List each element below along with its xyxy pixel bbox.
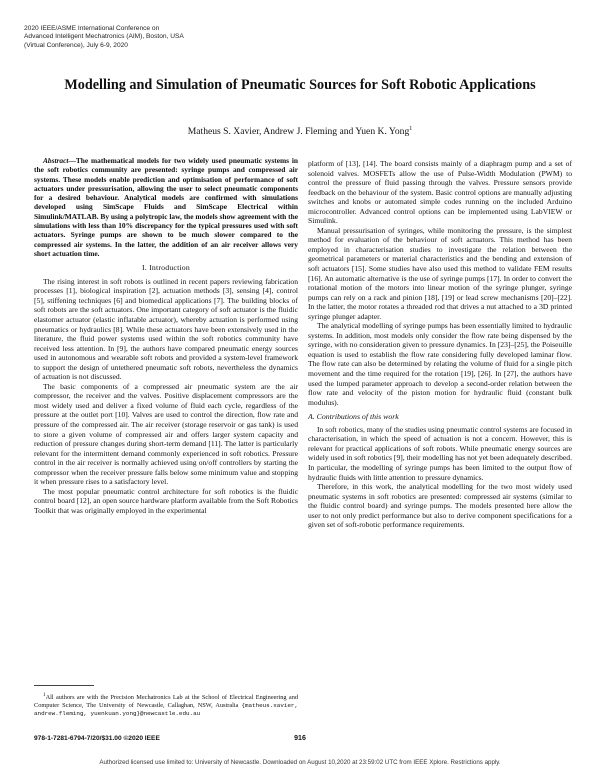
- author-names: Matheus S. Xavier, Andrew J. Fleming and Yuen K. Yong: [187, 126, 410, 138]
- conference-line-2: Advanced Intelligent Mechatronics (AIM), Boston, USA: [24, 33, 184, 41]
- section-heading-introduction: I. Introduction: [141, 263, 191, 273]
- footnote-rule: [34, 685, 94, 686]
- contributions-paragraph-1: In soft robotics, many of the studies using pneumatic control systems are focused in characterisation, in which the speed of actuation is not a concern. However, this is relevant for practical applications of soft robots. While pneumatic energy sources are widely used in soft robotics [9], their modelling has not yet been adequately described. In particular, the modelling of syringe pumps has been limited to the output flow of hydraulic fluids with little attention to pressure dynamics.: [308, 424, 572, 482]
- paper-title: Modelling and Simulation of Pneumatic Sources for Soft Robotic Applications: [64, 77, 536, 93]
- footnote-emails: {matheus.xavier, andrew.fleming, yuenkuan.yong}@newcastle.edu.au: [34, 701, 298, 717]
- abstract-dash: —: [68, 156, 76, 165]
- subsection-heading-contributions: A. Contributions of this work: [308, 412, 399, 422]
- license-notice: Authorized licensed use limited to: University of Newcastle. Downloaded on August 10,2020 at 23:59:02 UTC from IEEE Xplore. Restrictions apply.: [99, 759, 501, 766]
- intro-paragraph-3: The most popular pneumatic control architecture for soft robotics is the fluidic control board [12], an open source hardware platform available from the Soft Robotics Toolkit that was originally employed in the experimental: [34, 486, 298, 515]
- left-column: [34, 156, 298, 515]
- intro-paragraph-4: Manual pressurisation of syringes, while monitoring the pressure, is the simplest method for evaluation of the behaviour of soft actuators. This method has been employed in characterisation studies to investigate the relation between the geometrical parameters or material characteristics and the bending and extension of soft actuators [15]. Some studies have also used this method to validate FEM results [16]. An automatic alternative is the use of syringe pumps [17]. In order to convert the rotational motion of the motors into linear motion of the syringe plunger, syringe pumps can rely on a rack and pinion [18], [19] or lead screw mechanisms [20]–[22]. In the latter, the motor rotates a threaded rod that drives a nut attached to a 3D printed syringe plunger adapter.: [308, 225, 572, 321]
- abstract: [34, 156, 298, 258]
- page-number: 916: [294, 735, 306, 742]
- right-column: [308, 159, 572, 530]
- intro-paragraph-3-continued: platform of [13], [14]. The board consists mainly of a diaphragm pump and a set of solenoid valves. MOSFETs allow the use of Pulse-Width Modulation (PWM) to control the pressure of fluid passing through the valves. Pressure sensors provide feedback on the behaviour of the system. Basic control options are manually adjusting switches and knobs or automated simple codes running on the included Arduino microcontroller. Advanced control options can be implemented using LabVIEW or Simulink.: [308, 159, 572, 226]
- intro-paragraph-2: The basic components of a compressed air pneumatic system are the air compressor, the receiver and the valves. Positive displacement compressors are the most widely used and deliver a fixed volume of fluid each cycle, regardless of the pressure at the outlet port [10]. Valves are used to control the direction, flow rate and pressure of the compressed air. The air receiver (storage reservoir or gas tank) is used to store a given volume of compressed air and offers larger system capacity and reduction of pressure changes during short-term demand [11]. The latter is particularly relevant for the intermittent demand commonly experienced in soft robotics. Pressure control in the air receiver is normally achieved using on/off controllers by starting the compressor when the receiver pressure falls below some minimum value and stopping it when pressure rises to a satisfactory level.: [34, 381, 298, 487]
- intro-paragraph-1: The rising interest in soft robots is outlined in recent papers reviewing fabrication processes [1], biological inspiration [2], actuation methods [3], sensing [4], control [5], stiffening techniques [6] and biomedical applications [7]. The building blocks of soft robots are the soft actuators. One important category of soft actuator is the fluidic elastomer actuator (elastic inflatable actuator), whereby actuation is performed using pneumatics or hydraulics [8]. While these actuators have been extensively used in the literature, the fluid power systems used within the soft robotics community have received less attention. In [9], the authors have compared pneumatic energy sources used in autonomous and wearable soft robots and provided a system-level framework to support the design of untethered pneumatic soft robots, nevertheless the dynamics of actuation is not discussed.: [34, 276, 298, 382]
- abstract-label: Abstract: [43, 156, 69, 165]
- author-affiliation-footnote: [34, 692, 298, 717]
- abstract-text: The mathematical models for two widely used pneumatic systems in the soft robotics community are presented: syringe pumps and compressed air systems. These models enable prediction and optimisation of performance of soft actuators under pressurisation, allowing the user to select pneumatic components for a desired behaviour. Analytical models are confirmed with simulations developed using SimScape Fluids and SimScape Electrical within Simulink/MATLAB. By using a polytropic law, the models show agreement with the simulations with less than 10% discrepancy for the typical pressures used with soft actuators. Syringe pumps are shown to be much slower compared to the compressed air systems. In the latter, the addition of an air receiver allows very short actuation time.: [34, 156, 298, 258]
- footnote-mark: 1: [43, 692, 46, 698]
- author-list: [60, 126, 540, 137]
- isbn-copyright: 978-1-7281-6794-7/20/$31.00 ©2020 IEEE: [34, 735, 160, 742]
- conference-header: [24, 25, 324, 50]
- conference-line-3: (Virtual Conference), July 6-9, 2020: [24, 41, 128, 49]
- intro-paragraph-5: The analytical modelling of syringe pumps has been essentially limited to hydraulic systems. In addition, most models only consider the flow rate being dispensed by the syringe, with no consideration given to pressure dynamics. In [23]–[25], the Poiseuille equation is used to establish the flow rate considering fully developed laminar flow. The flow rate can also be determined by relating the volume of fluid for a single pitch movement and the time required for the rotation [19], [26]. In [27], the authors have used the lumped parameter approach to develop a second-order relation between the flow rate and velocity of the piston motion for hydraulic fluid (constant bulk modulus).: [308, 321, 572, 407]
- footnote-text: All authors are with the Precision Mechatronics Lab at the School of Electrical Engineering and Computer Science, The University of Newcastle, Callaghan, NSW, Australia: [34, 694, 298, 709]
- contributions-paragraph-2: Therefore, in this work, the analytical modelling for the two most widely used pneumatic systems in soft robotics are presented: compressed air systems (similar to the fluidic control board) and syringe pumps. The models presented here allow the user to not only predict performance but also to derive component specifications for a given set of soft-robotic performance requirements.: [308, 482, 572, 530]
- conference-line-1: 2020 IEEE/ASME International Conference on: [24, 25, 160, 32]
- author-footnote-mark: 1: [409, 126, 413, 132]
